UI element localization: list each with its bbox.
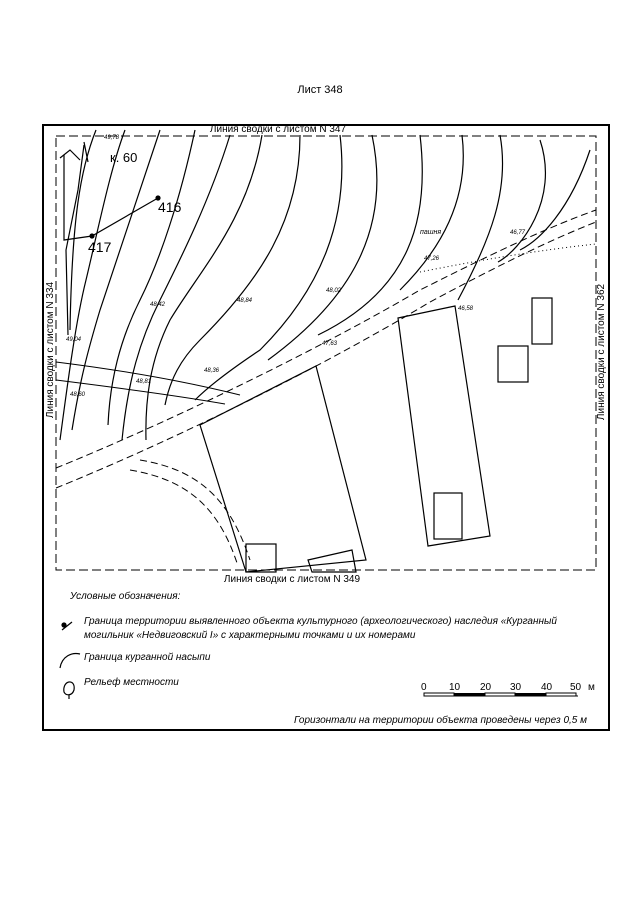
legend-symbols [60, 622, 80, 699]
svg-text:48,84: 48,84 [237, 298, 253, 304]
building-4 [246, 544, 276, 572]
point-417-label: 417 [88, 239, 112, 255]
plot-b [398, 306, 490, 546]
scale-tick-0: 0 [421, 682, 427, 693]
legend-relief-icon [64, 682, 74, 695]
legend-item-relief: Рельеф местности [84, 677, 179, 688]
building-1 [532, 298, 552, 344]
scale-tick-50: 50 [570, 682, 582, 693]
svg-text:48,42: 48,42 [150, 302, 166, 308]
svg-text:46,77: 46,77 [510, 230, 526, 236]
plot-a [200, 366, 366, 572]
svg-text:46,58: 46,58 [458, 306, 474, 312]
elevation-marks [66, 135, 526, 398]
scale-bar [424, 693, 578, 696]
scale-tick-10: 10 [449, 682, 461, 693]
svg-text:49,78: 49,78 [104, 135, 120, 141]
scale-tick-20: 20 [480, 682, 492, 693]
scale-unit: м [588, 682, 595, 693]
svg-text:49,04: 49,04 [66, 337, 82, 343]
edge-label-right: Линия сводки с листом N 362 [596, 283, 607, 421]
land-label: пашня [420, 229, 442, 236]
road [56, 210, 596, 566]
svg-text:47,63: 47,63 [322, 341, 338, 347]
svg-text:48,36: 48,36 [204, 368, 220, 374]
svg-text:48,02: 48,02 [326, 288, 342, 294]
legend-title: Условные обозначения: [70, 591, 181, 602]
building-5 [308, 550, 356, 572]
point-416-label: 416 [158, 199, 182, 215]
building-2 [498, 346, 528, 382]
svg-text:48,81: 48,81 [136, 379, 152, 385]
edge-label-left: Линия сводки с листом N 334 [45, 281, 56, 419]
kurgan-label: к. 60 [110, 150, 138, 165]
point-417-marker [89, 233, 94, 238]
sheet-title: Лист 348 [297, 84, 343, 96]
legend-mound-icon [60, 654, 80, 668]
contour-lines [60, 130, 590, 440]
edge-label-top: Линия сводки с листом N 347 [209, 124, 347, 135]
sheet-boundary [56, 136, 596, 570]
svg-text:47,26: 47,26 [424, 256, 440, 262]
building-3 [434, 493, 462, 539]
land-plots [200, 298, 552, 572]
scale-tick-30: 30 [510, 682, 522, 693]
contour-note: Горизонтали на территории объекта проведены через 0,5 м [294, 715, 588, 726]
scale-tick-40: 40 [541, 682, 553, 693]
legend-item-mound: Граница курганной насыпи [84, 652, 211, 663]
field-boundary [420, 244, 596, 272]
edge-label-bottom: Линия сводки с листом N 349 [223, 574, 361, 585]
svg-text:48,60: 48,60 [70, 392, 86, 398]
legend-item-boundary: Граница территории выявленного объекта культурного (археологического) наследия «Курганный могильник «Недвиговский I» с характерными точками и их номерами [84, 616, 557, 641]
